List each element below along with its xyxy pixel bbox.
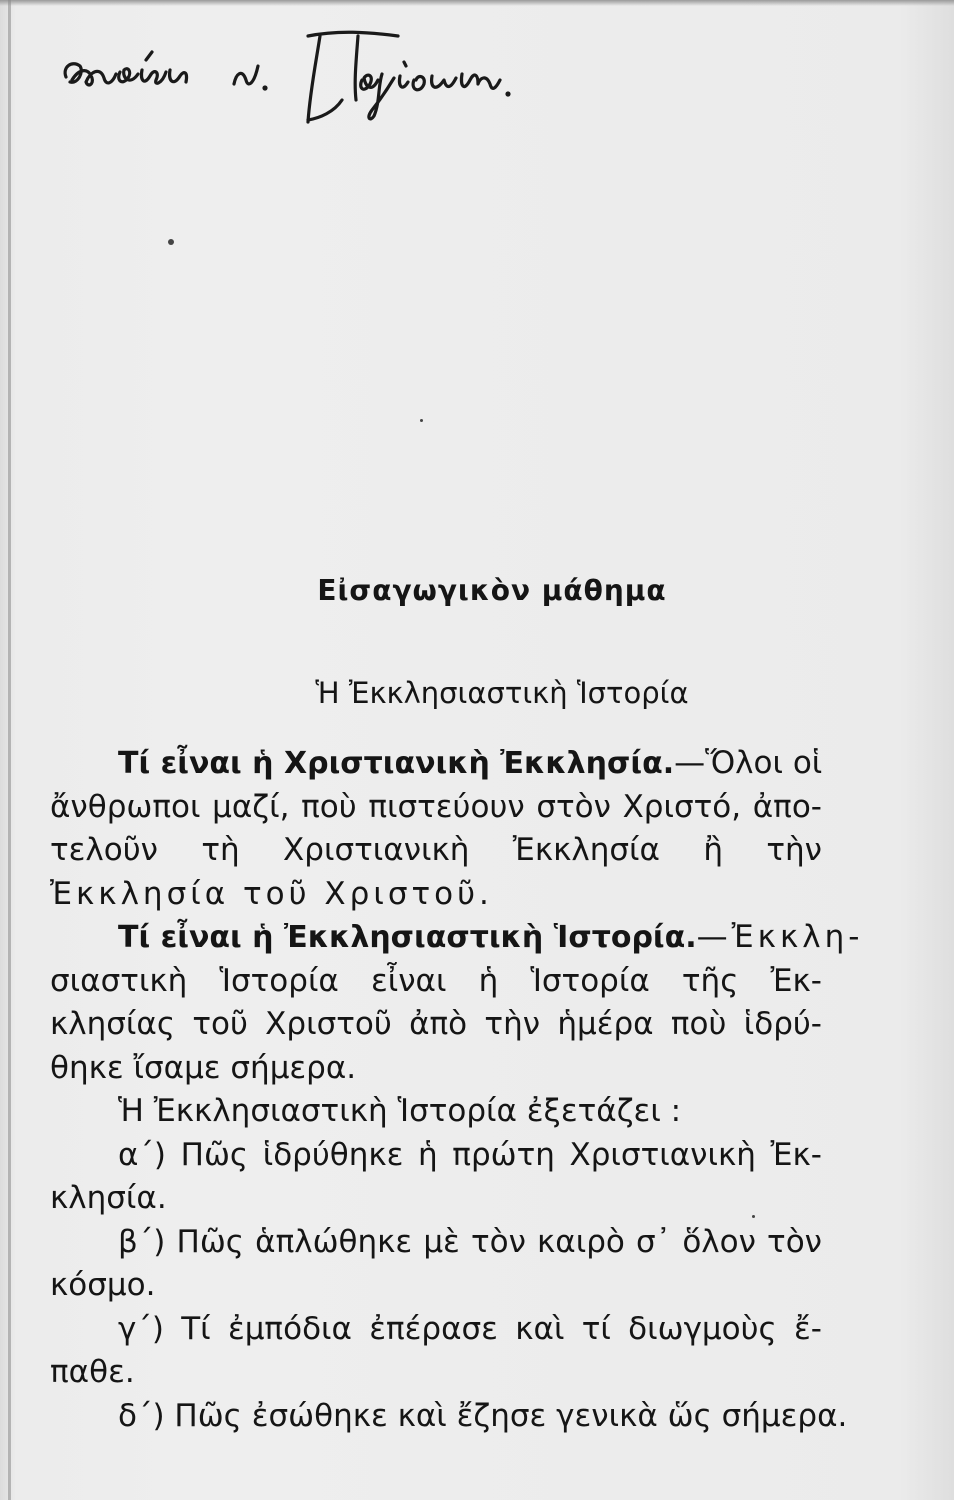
scan-speck xyxy=(420,419,423,422)
paragraph-line: ἄνθρωποι μαζί, ποὺ πιστεύουν στὸν Χριστό, ἀπο- xyxy=(50,788,822,825)
handwritten-signature xyxy=(58,22,658,132)
list-item-a: α΄) Πῶς ἱδρύθηκε ἡ πρώτη Χριστιανικὴ Ἐκ- xyxy=(118,1136,822,1173)
list-item-a-continued: κλησία. xyxy=(50,1180,167,1216)
paragraph-line xyxy=(50,916,864,960)
scan-speck xyxy=(168,239,174,245)
section-subheading: Ἡ Ἐκκλησιαστικὴ Ἱστορία xyxy=(315,676,689,710)
paragraph-line: Ἐκκλησία τοῦ Χριστοῦ. xyxy=(50,875,493,912)
answer-text: —Ὅλοι οἱ xyxy=(674,745,823,781)
paragraph-line: τελοῦν τὴ Χριστιανικὴ Ἐκκλησία ἢ τὴν xyxy=(50,832,822,868)
list-item-b: β΄) Πῶς ἁπλώθηκε μὲ τὸν καιρὸ σ᾽ ὅλον τὸν xyxy=(118,1223,822,1260)
paragraph-line: θηκε ἴσαμε σήμερα. xyxy=(50,1049,357,1086)
list-item-c-continued: παθε. xyxy=(50,1354,135,1390)
list-item-d: δ΄) Πῶς ἐσώθηκε καὶ ἔζησε γενικὰ ὥς σήμερα. xyxy=(118,1397,848,1434)
paragraph-line: κλησίας τοῦ Χριστοῦ ἀπὸ τὴν ἡμέρα ποὺ ἱδρύ- xyxy=(50,1006,822,1042)
lesson-heading: Εἰσαγωγικὸν μάθημα xyxy=(317,574,667,607)
paragraph-line: σιαστικὴ Ἱστορία εἶναι ἡ Ἱστορία τῆς Ἐκ- xyxy=(50,962,822,999)
paragraph-line xyxy=(50,742,822,786)
question-heading: Τί εἶναι ἡ Ἐκκλησιαστικὴ Ἱστορία. xyxy=(118,920,697,955)
body-text xyxy=(50,742,864,1438)
answer-text: —Ἐκκλη- xyxy=(696,919,864,955)
list-item-c: γ΄) Τί ἐμπόδια ἐπέρασε καὶ τί διωγμοὺς ἔ- xyxy=(118,1310,822,1347)
question-heading: Τί εἶναι ἡ Χριστιανικὴ Ἐκκλησία. xyxy=(118,746,675,781)
page-top-edge xyxy=(0,0,954,6)
binding-edge xyxy=(8,0,11,1500)
paragraph-line: Ἡ Ἐκκλησιαστικὴ Ἱστορία ἐξετάζει : xyxy=(118,1093,682,1129)
list-item-b-continued: κόσμο. xyxy=(50,1267,156,1303)
